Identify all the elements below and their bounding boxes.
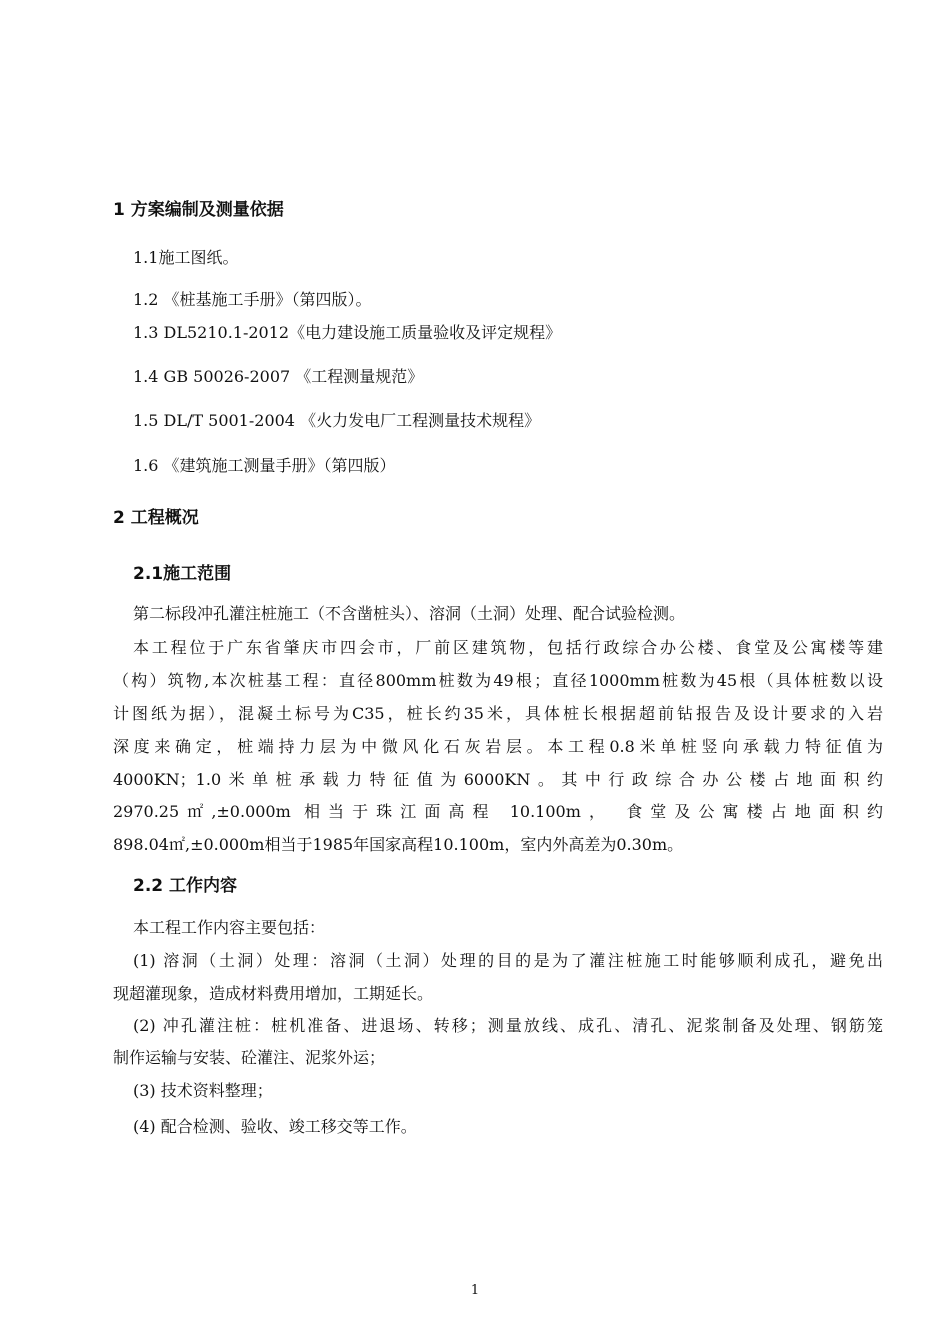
work-item-1-line-2: 现超灌现象，造成材料费用增加，工期延长。	[113, 984, 434, 1003]
work-item-2-line-1: (2) 冲孔灌注桩：桩机准备、进退场、转移；测量放线、成孔、清孔、泥浆制备及处理、钢筋笼	[133, 1016, 883, 1035]
overview-line-3: 计图纸为据），混凝土标号为C35，桩长约35米，具体桩长根据超前钻报告及设计要求的入岩	[113, 704, 883, 723]
overview-line-2: （构）筑物,本次桩基工程：直径800mm桩数为49根；直径1000mm桩数为45根（具体桩数以设	[113, 671, 883, 690]
section-1-heading: 1 方案编制及测量依据	[113, 200, 284, 220]
work-item-2-line-2: 制作运输与安装、砼灌注、泥浆外运；	[113, 1048, 386, 1067]
reference-item-1-3: 1.3 DL5210.1-2012《电力建设施工质量验收及评定规程》	[133, 323, 562, 342]
reference-item-1-6: 1.6 《建筑施工测量手册》（第四版）	[133, 456, 396, 475]
section-2-heading: 2 工程概况	[113, 508, 199, 528]
scope-paragraph: 第二标段冲孔灌注桩施工（不含凿桩头）、溶洞（土洞）处理、配合试验检测。	[133, 604, 686, 623]
work-item-3: (3) 技术资料整理；	[133, 1081, 273, 1100]
reference-item-1-1: 1.1施工图纸。	[133, 248, 239, 267]
section-2-1-heading: 2.1施工范围	[133, 564, 232, 584]
overview-line-4: 深度来确定，桩端持力层为中微风化石灰岩层。本工程0.8米单桩竖向承载力特征值为	[113, 737, 883, 756]
section-2-2-heading: 2.2 工作内容	[133, 876, 238, 896]
reference-item-1-2: 1.2 《桩基施工手册》（第四版）。	[133, 290, 372, 309]
overview-line-7: 898.04㎡,±0.000m相当于1985年国家高程10.100m，室内外高差为0.30m。	[113, 835, 684, 854]
reference-item-1-4: 1.4 GB 50026-2007 《工程测量规范》	[133, 367, 424, 386]
overview-line-5: 4000KN；1.0米单桩承载力特征值为6000KN。其中行政综合办公楼占地面积约	[113, 770, 883, 789]
page-number: 1	[470, 1283, 480, 1298]
work-item-4: (4) 配合检测、验收、竣工移交等工作。	[133, 1117, 417, 1136]
overview-line-6: 2970.25㎡,±0.000m 相当于珠江面高程 10.100m， 食堂及公寓楼占地面积约	[113, 802, 883, 821]
reference-item-1-5: 1.5 DL/T 5001-2004 《火力发电厂工程测量技术规程》	[133, 411, 541, 430]
work-content-intro: 本工程工作内容主要包括：	[133, 918, 326, 937]
overview-line-1: 本工程位于广东省肇庆市四会市，厂前区建筑物，包括行政综合办公楼、食堂及公寓楼等建	[133, 638, 883, 657]
work-item-1-line-1: (1) 溶洞（土洞）处理：溶洞（土洞）处理的目的是为了灌注桩施工时能够顺利成孔，避免出	[133, 951, 883, 970]
